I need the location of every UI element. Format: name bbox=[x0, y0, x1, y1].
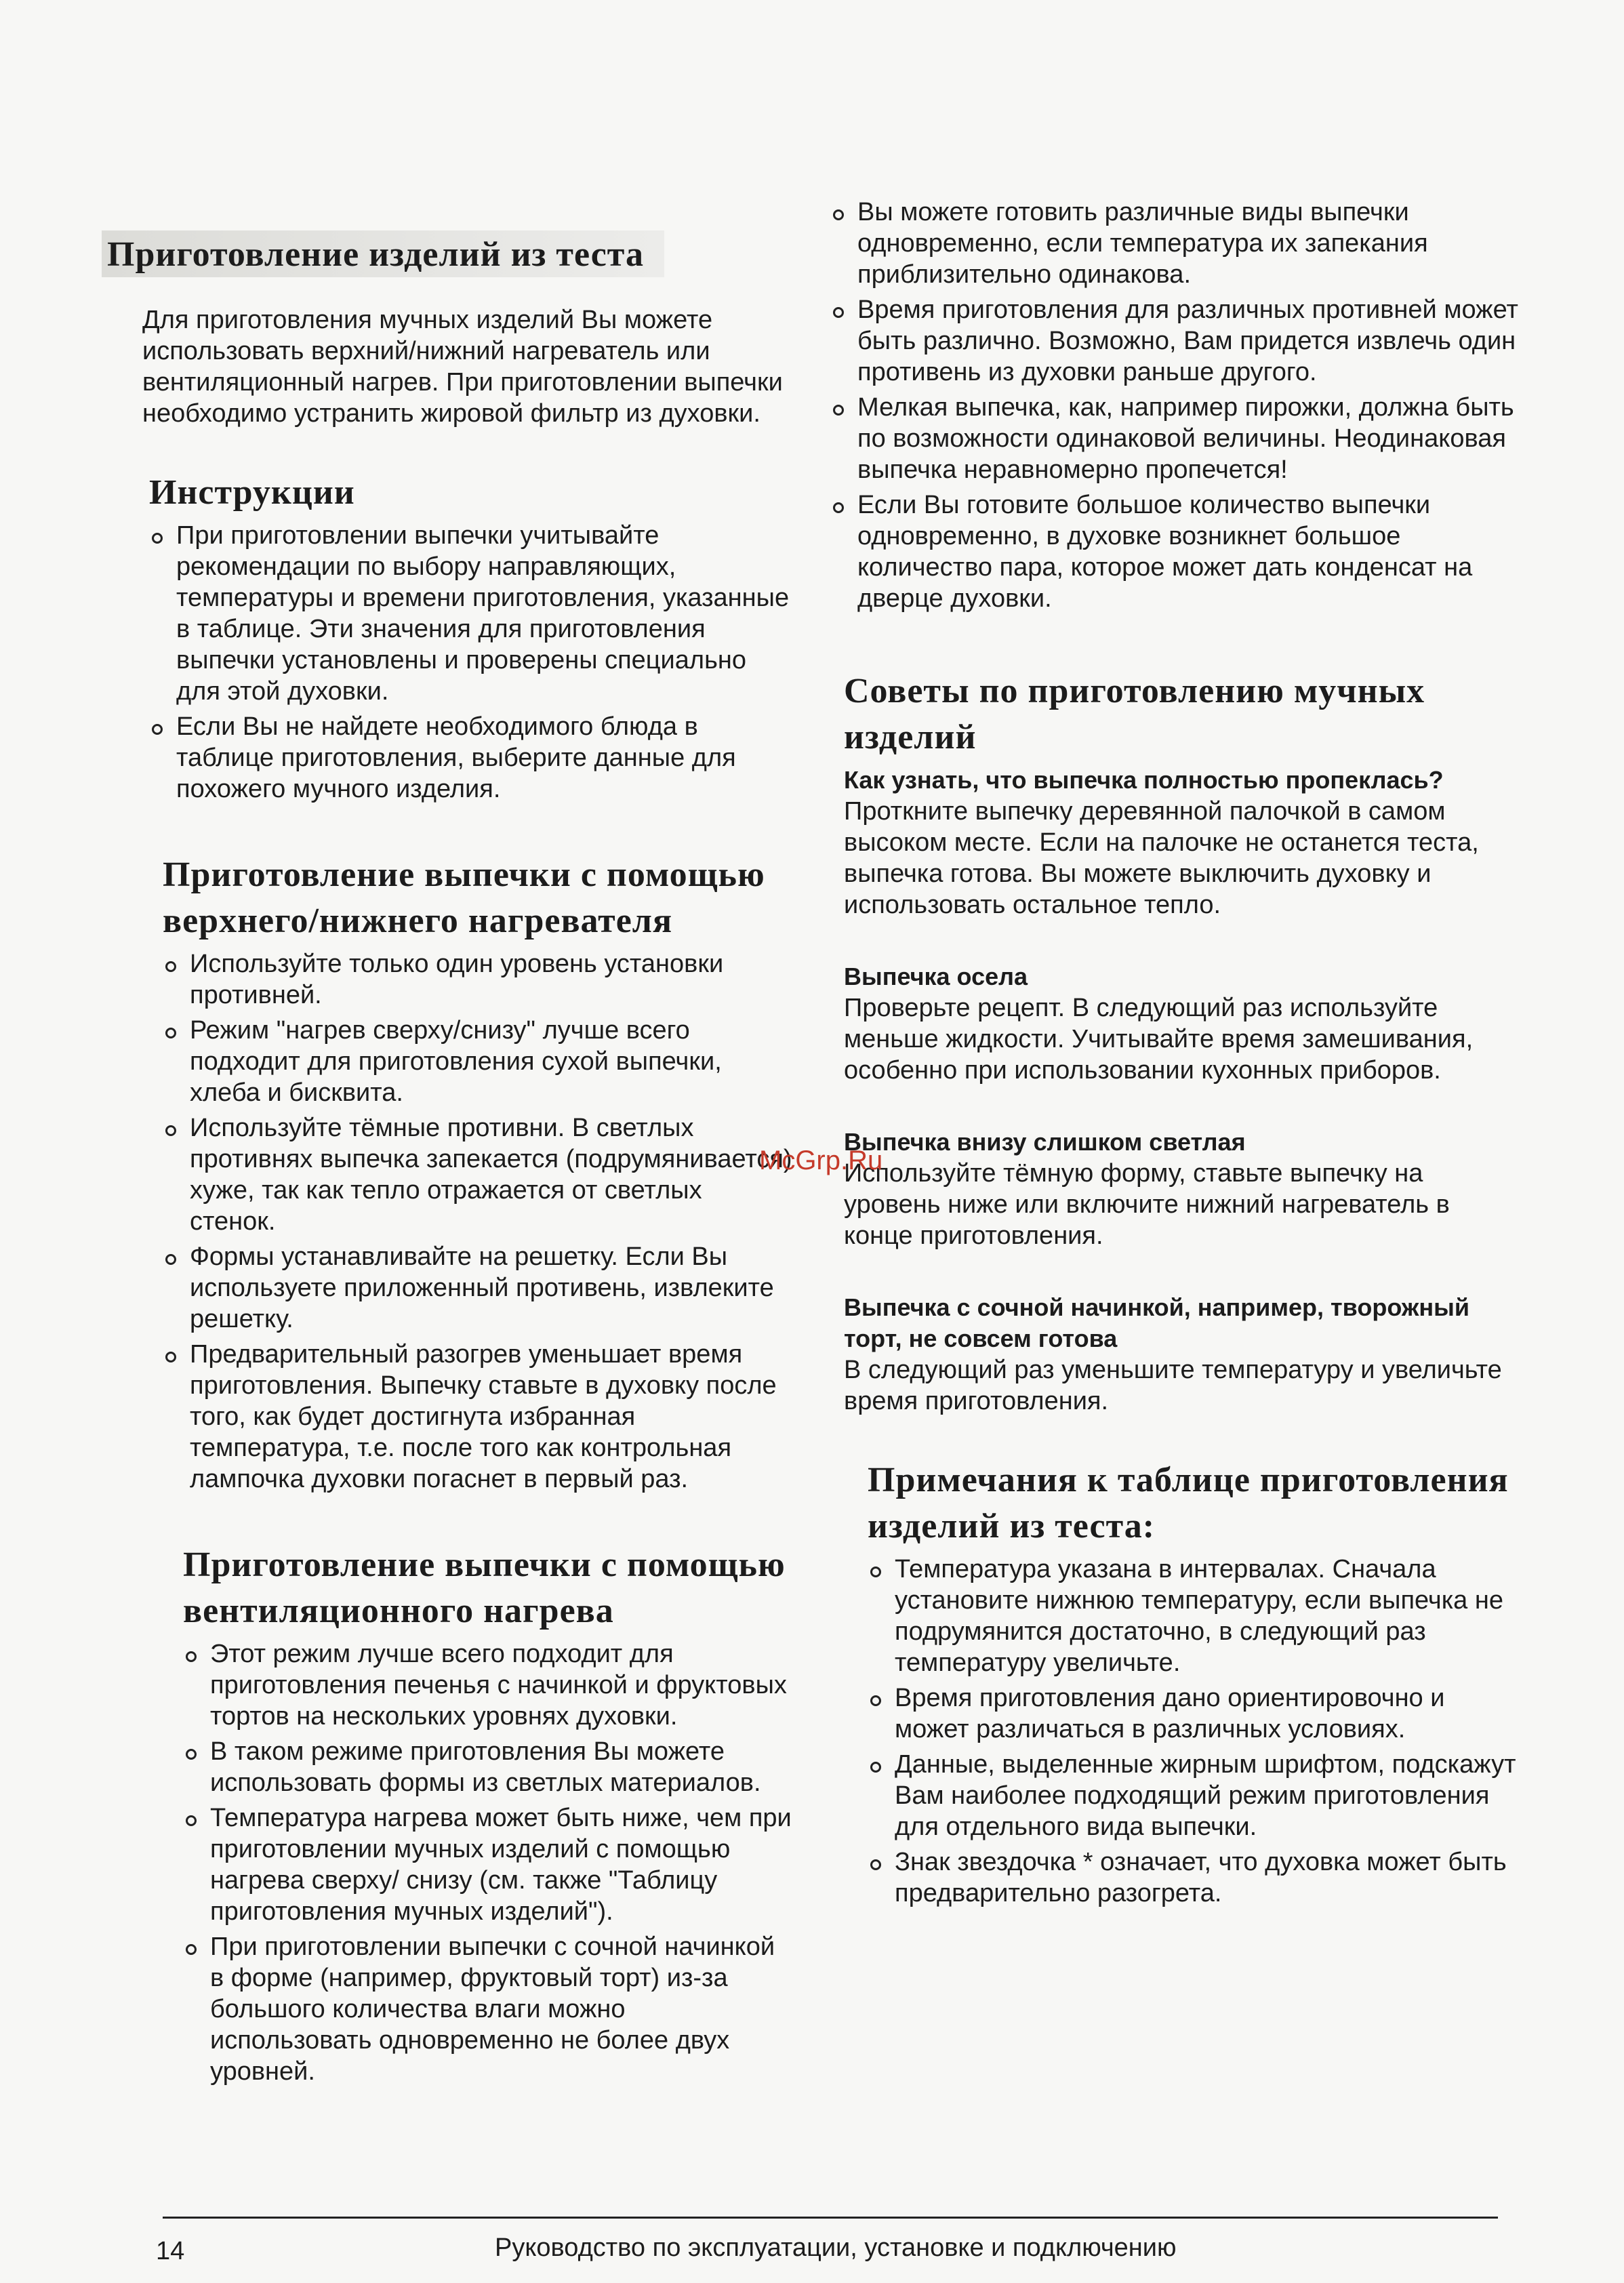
convection-heading: Приготовление выпечки с помощью вентиляционного нагрева bbox=[183, 1545, 786, 1630]
list-item: Время приготовления дано ориентировочно и может различаться в различных условиях. bbox=[868, 1682, 1522, 1745]
footer-divider bbox=[163, 2217, 1498, 2219]
notes-heading: Примечания к таблице приготовления изделий из теста: bbox=[868, 1461, 1509, 1545]
list-item: Этот режим лучше всего подходит для приготовления печенья с начинкой и фруктовых тортов на нескольких уровнях духовки. bbox=[183, 1638, 793, 1732]
list-item: Режим "нагрев сверху/снизу" лучше всего подходит для приготовления сухой выпечки, хлеба и бисквита. bbox=[163, 1015, 793, 1108]
tip-title: Выпечка осела bbox=[844, 963, 1028, 990]
list-item: Вы можете готовить различные виды выпечки одновременно, если температура их запекания приблизительно одинакова. bbox=[830, 197, 1522, 290]
list-item: При приготовлении выпечки с сочной начинкой в форме (например, фруктовый торт) из-за большого количества влаги можно использовать одновременно не более двух уровней. bbox=[183, 1931, 793, 2087]
intro-paragraph: Для приготовления мучных изделий Вы можете использовать верхний/нижний нагреватель или вентиляционный нагрев. При приготовлении выпечки необходимо устранить жировой фильтр из духовки. bbox=[142, 306, 783, 428]
list-item: В таком режиме приготовления Вы можете использовать формы из светлых материалов. bbox=[183, 1736, 793, 1798]
tip-title: Как узнать, что выпечка полностью пропеклась? bbox=[844, 766, 1444, 794]
tip-entry bbox=[844, 1292, 1522, 1417]
top-bottom-heading: Приготовление выпечки с помощью верхнего/нижнего нагревателя bbox=[163, 855, 765, 940]
tips-section bbox=[830, 765, 1522, 1417]
list-item: Формы устанавливайте на решетку. Если Вы используете приложенный противень, извлеките решетку. bbox=[163, 1241, 793, 1335]
list-item: Если Вы не найдете необходимого блюда в таблице приготовления, выберите данные для похожего мучного изделия. bbox=[149, 711, 793, 805]
list-item: При приготовлении выпечки учитывайте рекомендации по выбору направляющих, температуры и времени приготовления, указанные в таблице. Эти значения для приготовления выпечки установлены и проверены специально для этой духовки. bbox=[149, 520, 793, 707]
list-item: Используйте тёмные противни. В светлых противнях выпечка запекается (подрумянивается) хуже, так как тепло отражается от светлых стенок. bbox=[163, 1112, 793, 1237]
instructions-heading: Инструкции bbox=[149, 473, 355, 512]
right-column bbox=[830, 197, 1522, 1956]
tips-heading: Советы по приготовлению мучных изделий bbox=[844, 672, 1425, 756]
tip-title: Выпечка с сочной начинкой, например, творожный торт, не совсем готова bbox=[844, 1293, 1469, 1352]
tip-text: Проверьте рецепт. В следующий раз используйте меньше жидкости. Учитывайте время замешивания, особенно при использовании кухонных приборов. bbox=[844, 994, 1474, 1085]
tip-text: В следующий раз уменьшите температуру и увеличьте время приготовления. bbox=[844, 1356, 1502, 1415]
list-item: Используйте только один уровень установки противней. bbox=[163, 948, 793, 1011]
list-item: Данные, выделенные жирным шрифтом, подскажут Вам наиболее подходящий режим приготовления для отдельного вида выпечки. bbox=[868, 1749, 1522, 1842]
list-item: Температура указана в интервалах. Сначала установите нижнюю температуру, если выпечка не подрумянится достаточно, в следующий раз температуру увеличьте. bbox=[868, 1554, 1522, 1678]
top-list bbox=[830, 197, 1522, 614]
footer-text: Руководство по эксплуатации, установке и подключению bbox=[495, 2234, 1177, 2262]
watermark: McGrp.Ru bbox=[759, 1146, 883, 1175]
list-item: Предварительный разогрев уменьшает время приготовления. Выпечку ставьте в духовку после того, как будет достигнута избранная температура, т.е. после того как контрольная лампочка духовки погаснет в первый раз. bbox=[163, 1339, 793, 1495]
page-number: 14 bbox=[156, 2237, 185, 2265]
list-item: Температура нагрева может быть ниже, чем при приготовлении мучных изделий с помощью нагрева сверху/ снизу (см. также "Таблицу приготовления мучных изделий"). bbox=[183, 1802, 793, 1927]
notes-list bbox=[830, 1554, 1522, 1909]
left-column bbox=[102, 203, 793, 2135]
tip-text: Используйте тёмную форму, ставьте выпечку на уровень ниже или включите нижний нагреватель в конце приготовления. bbox=[844, 1159, 1450, 1250]
tip-title: Выпечка внизу слишком светлая bbox=[844, 1128, 1246, 1156]
tip-entry bbox=[844, 1127, 1522, 1251]
tip-text: Проткните выпечку деревянной палочкой в самом высоком месте. Если на палочке не останется теста, выпечка готова. Вы можете выключить духовку и использовать остальное тепло. bbox=[844, 797, 1479, 919]
list-item: Знак звездочка * означает, что духовка может быть предварительно разогрета. bbox=[868, 1846, 1522, 1909]
list-item: Если Вы готовите большое количество выпечки одновременно, в духовке возникнет большое количество пара, которое может дать конденсат на дверце духовки. bbox=[830, 489, 1522, 614]
list-item: Время приготовления для различных противней может быть различно. Возможно, Вам придется извлечь один противень из духовки раньше другого. bbox=[830, 294, 1522, 388]
instructions-list bbox=[102, 520, 793, 805]
tip-entry bbox=[844, 961, 1522, 1086]
tip-entry bbox=[844, 765, 1522, 921]
list-item: Мелкая выпечка, как, например пирожки, должна быть по возможности одинаковой величины. Неодинаковая выпечка неравномерно пропечется! bbox=[830, 392, 1522, 485]
convection-list bbox=[102, 1638, 793, 2087]
top-bottom-list bbox=[102, 948, 793, 1495]
page-title: Приготовление изделий из теста bbox=[102, 230, 664, 277]
